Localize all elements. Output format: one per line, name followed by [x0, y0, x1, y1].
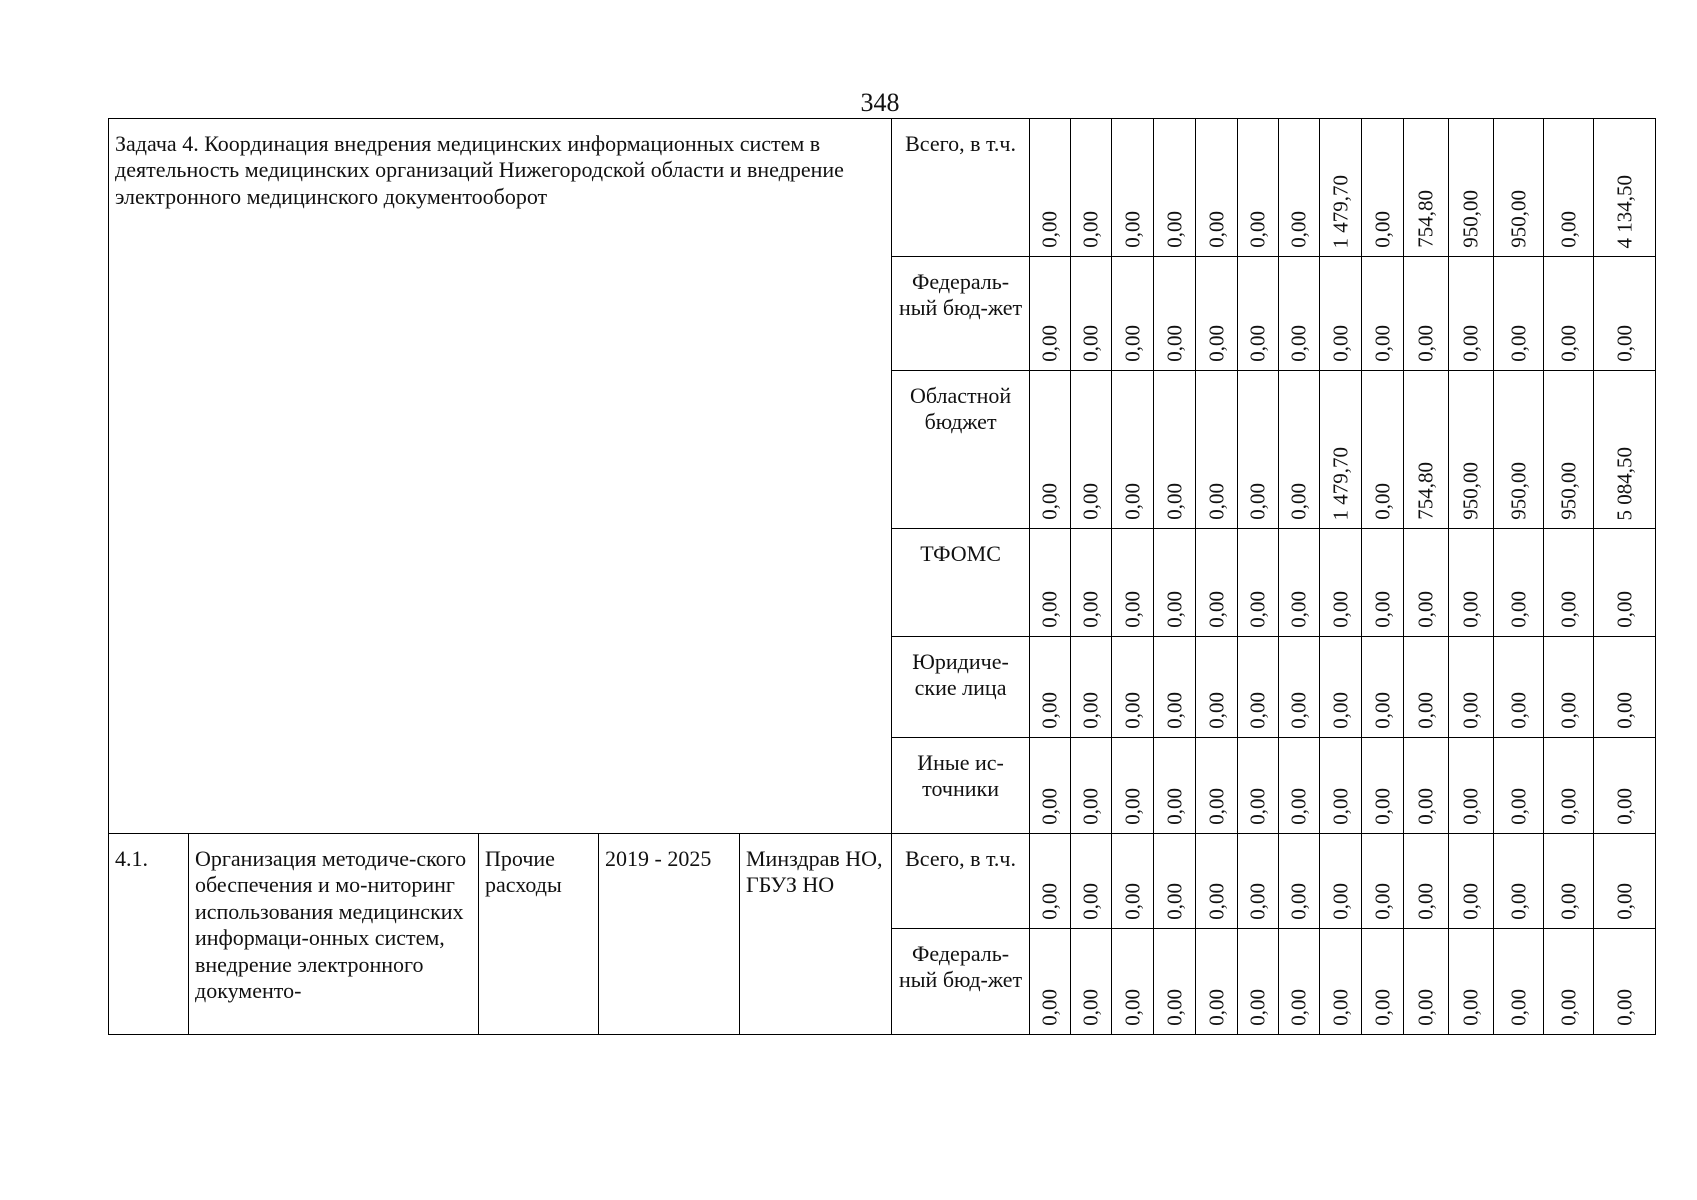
value-text: 0,00 [1161, 591, 1186, 628]
value-text: 0,00 [1078, 788, 1103, 825]
value-cell [1154, 834, 1196, 929]
value-text: 0,00 [1611, 883, 1636, 920]
value-cell [1449, 929, 1494, 1035]
value-cell [1154, 529, 1196, 637]
value-text: 0,00 [1245, 692, 1270, 729]
value-cell [1449, 119, 1494, 257]
value-text: 0,00 [1505, 788, 1530, 825]
value-cell [1594, 119, 1656, 257]
value-text: 0,00 [1037, 211, 1062, 248]
value-text: 0,00 [1245, 883, 1270, 920]
value-cell [1154, 257, 1196, 371]
value-text: 0,00 [1458, 788, 1483, 825]
value-text: 0,00 [1203, 788, 1228, 825]
value-text: 0,00 [1078, 483, 1103, 520]
value-text: 5 084,50 [1611, 446, 1636, 520]
value-cell [1030, 738, 1071, 834]
value-text: 0,00 [1327, 788, 1352, 825]
value-cell [1494, 738, 1544, 834]
budget-table [108, 118, 1656, 1035]
value-text: 0,00 [1286, 591, 1311, 628]
value-cell [1449, 738, 1494, 834]
value-cell [1112, 371, 1154, 529]
value-text: 0,00 [1245, 211, 1270, 248]
value-cell [1404, 738, 1449, 834]
value-cell [1404, 929, 1449, 1035]
value-cell [1320, 929, 1362, 1035]
value-cell [1154, 637, 1196, 738]
value-text: 0,00 [1458, 591, 1483, 628]
value-cell [1154, 371, 1196, 529]
value-text: 0,00 [1161, 788, 1186, 825]
value-text: 0,00 [1505, 692, 1530, 729]
value-cell [1362, 834, 1404, 929]
funding-source-cell: ТФОМС [892, 529, 1030, 637]
value-cell [1362, 371, 1404, 529]
value-text: 0,00 [1555, 325, 1580, 362]
value-cell [1071, 834, 1112, 929]
value-text: 0,00 [1413, 883, 1438, 920]
value-cell [1494, 257, 1544, 371]
value-cell [1449, 834, 1494, 929]
value-text: 0,00 [1203, 483, 1228, 520]
value-text: 0,00 [1161, 483, 1186, 520]
value-cell [1238, 371, 1279, 529]
page-number: 348 [860, 88, 900, 117]
value-text: 0,00 [1286, 989, 1311, 1026]
value-cell [1030, 929, 1071, 1035]
value-cell [1544, 929, 1594, 1035]
table-row [109, 119, 1656, 257]
value-text: 0,00 [1286, 883, 1311, 920]
value-cell [1238, 834, 1279, 929]
value-cell [1594, 929, 1656, 1035]
value-text: 0,00 [1505, 591, 1530, 628]
value-cell [1030, 119, 1071, 257]
value-cell [1071, 529, 1112, 637]
value-text: 0,00 [1245, 483, 1270, 520]
value-cell [1071, 371, 1112, 529]
value-text: 4 134,50 [1611, 174, 1636, 248]
value-text: 950,00 [1505, 462, 1530, 520]
value-cell [1279, 929, 1320, 1035]
value-text: 0,00 [1611, 325, 1636, 362]
value-text: 0,00 [1327, 692, 1352, 729]
value-cell [1362, 929, 1404, 1035]
value-cell [1594, 371, 1656, 529]
value-text: 0,00 [1505, 989, 1530, 1026]
value-cell [1196, 834, 1238, 929]
value-text: 0,00 [1413, 692, 1438, 729]
value-cell [1071, 257, 1112, 371]
value-cell [1494, 529, 1544, 637]
item-number-cell: 4.1. [109, 834, 189, 1035]
value-text: 0,00 [1458, 883, 1483, 920]
value-text: 0,00 [1203, 211, 1228, 248]
value-text: 0,00 [1037, 788, 1062, 825]
value-text: 0,00 [1245, 788, 1270, 825]
value-text: 0,00 [1119, 591, 1144, 628]
value-text: 0,00 [1458, 989, 1483, 1026]
value-text: 0,00 [1203, 692, 1228, 729]
value-text: 0,00 [1327, 989, 1352, 1026]
value-text: 950,00 [1555, 462, 1580, 520]
value-cell [1030, 371, 1071, 529]
value-cell [1112, 834, 1154, 929]
table-row [109, 834, 1656, 929]
value-text: 0,00 [1327, 325, 1352, 362]
value-text: 0,00 [1037, 883, 1062, 920]
value-cell [1071, 119, 1112, 257]
value-text: 0,00 [1245, 325, 1270, 362]
value-text: 0,00 [1203, 989, 1228, 1026]
value-text: 0,00 [1119, 788, 1144, 825]
value-cell [1196, 738, 1238, 834]
value-text: 754,80 [1413, 462, 1438, 520]
value-cell [1154, 738, 1196, 834]
funding-source-cell: Федераль-ный бюд-жет [892, 257, 1030, 371]
value-cell [1030, 529, 1071, 637]
value-cell [1494, 834, 1544, 929]
value-cell [1449, 257, 1494, 371]
value-text: 0,00 [1037, 483, 1062, 520]
value-cell [1449, 637, 1494, 738]
funding-source-cell: Юридиче-ские лица [892, 637, 1030, 738]
value-text: 0,00 [1078, 883, 1103, 920]
value-text: 0,00 [1286, 325, 1311, 362]
value-cell [1071, 738, 1112, 834]
value-cell [1238, 529, 1279, 637]
value-cell [1544, 738, 1594, 834]
value-cell [1196, 929, 1238, 1035]
task-title-cell: Задача 4. Координация внедрения медицинских информационных систем в деятельность медицинских организаций Нижегородской области и внедрение электронного медицинского документооборот [109, 119, 892, 834]
value-cell [1494, 371, 1544, 529]
value-text: 0,00 [1078, 692, 1103, 729]
value-text: 950,00 [1458, 462, 1483, 520]
value-text: 0,00 [1203, 325, 1228, 362]
value-text: 0,00 [1119, 211, 1144, 248]
value-cell [1279, 738, 1320, 834]
value-text: 0,00 [1161, 325, 1186, 362]
value-cell [1494, 119, 1544, 257]
value-cell [1279, 371, 1320, 529]
value-text: 0,00 [1611, 989, 1636, 1026]
funding-source-cell: Областной бюджет [892, 371, 1030, 529]
value-text: 950,00 [1505, 190, 1530, 248]
value-cell [1594, 257, 1656, 371]
value-cell [1404, 371, 1449, 529]
value-cell [1030, 637, 1071, 738]
value-text: 0,00 [1327, 883, 1352, 920]
value-cell [1404, 637, 1449, 738]
value-text: 754,80 [1413, 190, 1438, 248]
value-cell [1196, 257, 1238, 371]
value-cell [1404, 119, 1449, 257]
value-cell [1544, 257, 1594, 371]
value-text: 0,00 [1369, 989, 1394, 1026]
value-cell [1279, 834, 1320, 929]
value-cell [1112, 738, 1154, 834]
value-cell [1196, 529, 1238, 637]
expense-type-cell: Прочие расходы [479, 834, 599, 1035]
funding-source-cell: Иные ис-точники [892, 738, 1030, 834]
value-text: 0,00 [1161, 883, 1186, 920]
value-cell [1112, 637, 1154, 738]
value-text: 0,00 [1245, 989, 1270, 1026]
value-cell [1320, 637, 1362, 738]
value-text: 0,00 [1119, 483, 1144, 520]
value-text: 0,00 [1037, 591, 1062, 628]
value-cell [1494, 637, 1544, 738]
value-text: 0,00 [1369, 692, 1394, 729]
value-text: 0,00 [1037, 325, 1062, 362]
value-text: 0,00 [1327, 591, 1352, 628]
funding-source-cell: Всего, в т.ч. [892, 119, 1030, 257]
value-cell [1320, 738, 1362, 834]
value-cell [1544, 834, 1594, 929]
value-cell [1279, 529, 1320, 637]
value-cell [1494, 929, 1544, 1035]
value-text: 0,00 [1119, 692, 1144, 729]
value-text: 0,00 [1286, 483, 1311, 520]
value-text: 0,00 [1369, 211, 1394, 248]
value-text: 0,00 [1369, 883, 1394, 920]
value-text: 0,00 [1369, 483, 1394, 520]
value-cell [1071, 929, 1112, 1035]
value-text: 0,00 [1203, 883, 1228, 920]
value-text: 0,00 [1161, 989, 1186, 1026]
value-text: 0,00 [1555, 591, 1580, 628]
value-text: 0,00 [1369, 325, 1394, 362]
value-cell [1320, 257, 1362, 371]
value-text: 0,00 [1611, 692, 1636, 729]
value-text: 0,00 [1413, 325, 1438, 362]
value-text: 0,00 [1286, 692, 1311, 729]
value-cell [1362, 529, 1404, 637]
value-text: 0,00 [1286, 211, 1311, 248]
value-text: 1 479,70 [1327, 174, 1352, 248]
value-cell [1112, 929, 1154, 1035]
value-cell [1030, 834, 1071, 929]
value-cell [1320, 834, 1362, 929]
value-text: 0,00 [1611, 788, 1636, 825]
executor-cell: Минздрав НО, ГБУЗ НО [740, 834, 892, 1035]
value-text: 0,00 [1458, 692, 1483, 729]
value-text: 0,00 [1458, 325, 1483, 362]
value-text: 0,00 [1245, 591, 1270, 628]
value-text: 0,00 [1078, 325, 1103, 362]
value-cell [1279, 119, 1320, 257]
value-text: 0,00 [1413, 591, 1438, 628]
value-cell [1594, 637, 1656, 738]
value-cell [1279, 257, 1320, 371]
value-cell [1362, 637, 1404, 738]
item-name-cell: Организация методиче-ского обеспечения и мо-ниторинг использования медицинских информаци-онных систем, внедрение электронного документо- [189, 834, 479, 1035]
value-cell [1238, 637, 1279, 738]
value-cell [1279, 637, 1320, 738]
value-cell [1320, 529, 1362, 637]
value-text: 0,00 [1078, 989, 1103, 1026]
value-text: 0,00 [1078, 211, 1103, 248]
value-text: 0,00 [1555, 211, 1580, 248]
value-text: 0,00 [1203, 591, 1228, 628]
value-cell [1112, 257, 1154, 371]
value-text: 0,00 [1037, 692, 1062, 729]
value-cell [1196, 119, 1238, 257]
value-cell [1320, 371, 1362, 529]
value-text: 0,00 [1611, 591, 1636, 628]
funding-source-cell: Всего, в т.ч. [892, 834, 1030, 929]
value-cell [1544, 371, 1594, 529]
value-cell [1362, 257, 1404, 371]
value-cell [1362, 119, 1404, 257]
value-cell [1320, 119, 1362, 257]
period-cell: 2019 - 2025 [599, 834, 740, 1035]
value-cell [1449, 371, 1494, 529]
value-cell [1404, 834, 1449, 929]
value-cell [1544, 119, 1594, 257]
value-cell [1196, 637, 1238, 738]
value-cell [1238, 119, 1279, 257]
value-text: 0,00 [1161, 692, 1186, 729]
value-cell [1362, 738, 1404, 834]
value-cell [1238, 738, 1279, 834]
value-text: 0,00 [1119, 883, 1144, 920]
value-text: 0,00 [1555, 788, 1580, 825]
value-cell [1449, 529, 1494, 637]
value-text: 0,00 [1119, 989, 1144, 1026]
value-cell [1238, 929, 1279, 1035]
funding-source-cell: Федераль-ный бюд-жет [892, 929, 1030, 1035]
value-cell [1112, 529, 1154, 637]
value-text: 950,00 [1458, 190, 1483, 248]
value-cell [1404, 529, 1449, 637]
value-text: 0,00 [1161, 211, 1186, 248]
value-text: 0,00 [1413, 788, 1438, 825]
value-cell [1404, 257, 1449, 371]
value-cell [1238, 257, 1279, 371]
value-text: 0,00 [1555, 989, 1580, 1026]
value-cell [1544, 529, 1594, 637]
value-text: 0,00 [1505, 883, 1530, 920]
value-cell [1154, 119, 1196, 257]
value-cell [1030, 257, 1071, 371]
value-text: 0,00 [1369, 788, 1394, 825]
value-cell [1154, 929, 1196, 1035]
value-text: 0,00 [1505, 325, 1530, 362]
value-cell [1594, 834, 1656, 929]
value-text: 0,00 [1286, 788, 1311, 825]
value-text: 0,00 [1037, 989, 1062, 1026]
value-text: 0,00 [1555, 692, 1580, 729]
value-cell [1196, 371, 1238, 529]
value-cell [1594, 529, 1656, 637]
value-text: 0,00 [1555, 883, 1580, 920]
value-cell [1071, 637, 1112, 738]
value-text: 0,00 [1369, 591, 1394, 628]
value-text: 0,00 [1413, 989, 1438, 1026]
value-text: 0,00 [1119, 325, 1144, 362]
value-text: 1 479,70 [1327, 446, 1352, 520]
value-text: 0,00 [1078, 591, 1103, 628]
value-cell [1594, 738, 1656, 834]
value-cell [1112, 119, 1154, 257]
value-cell [1544, 637, 1594, 738]
